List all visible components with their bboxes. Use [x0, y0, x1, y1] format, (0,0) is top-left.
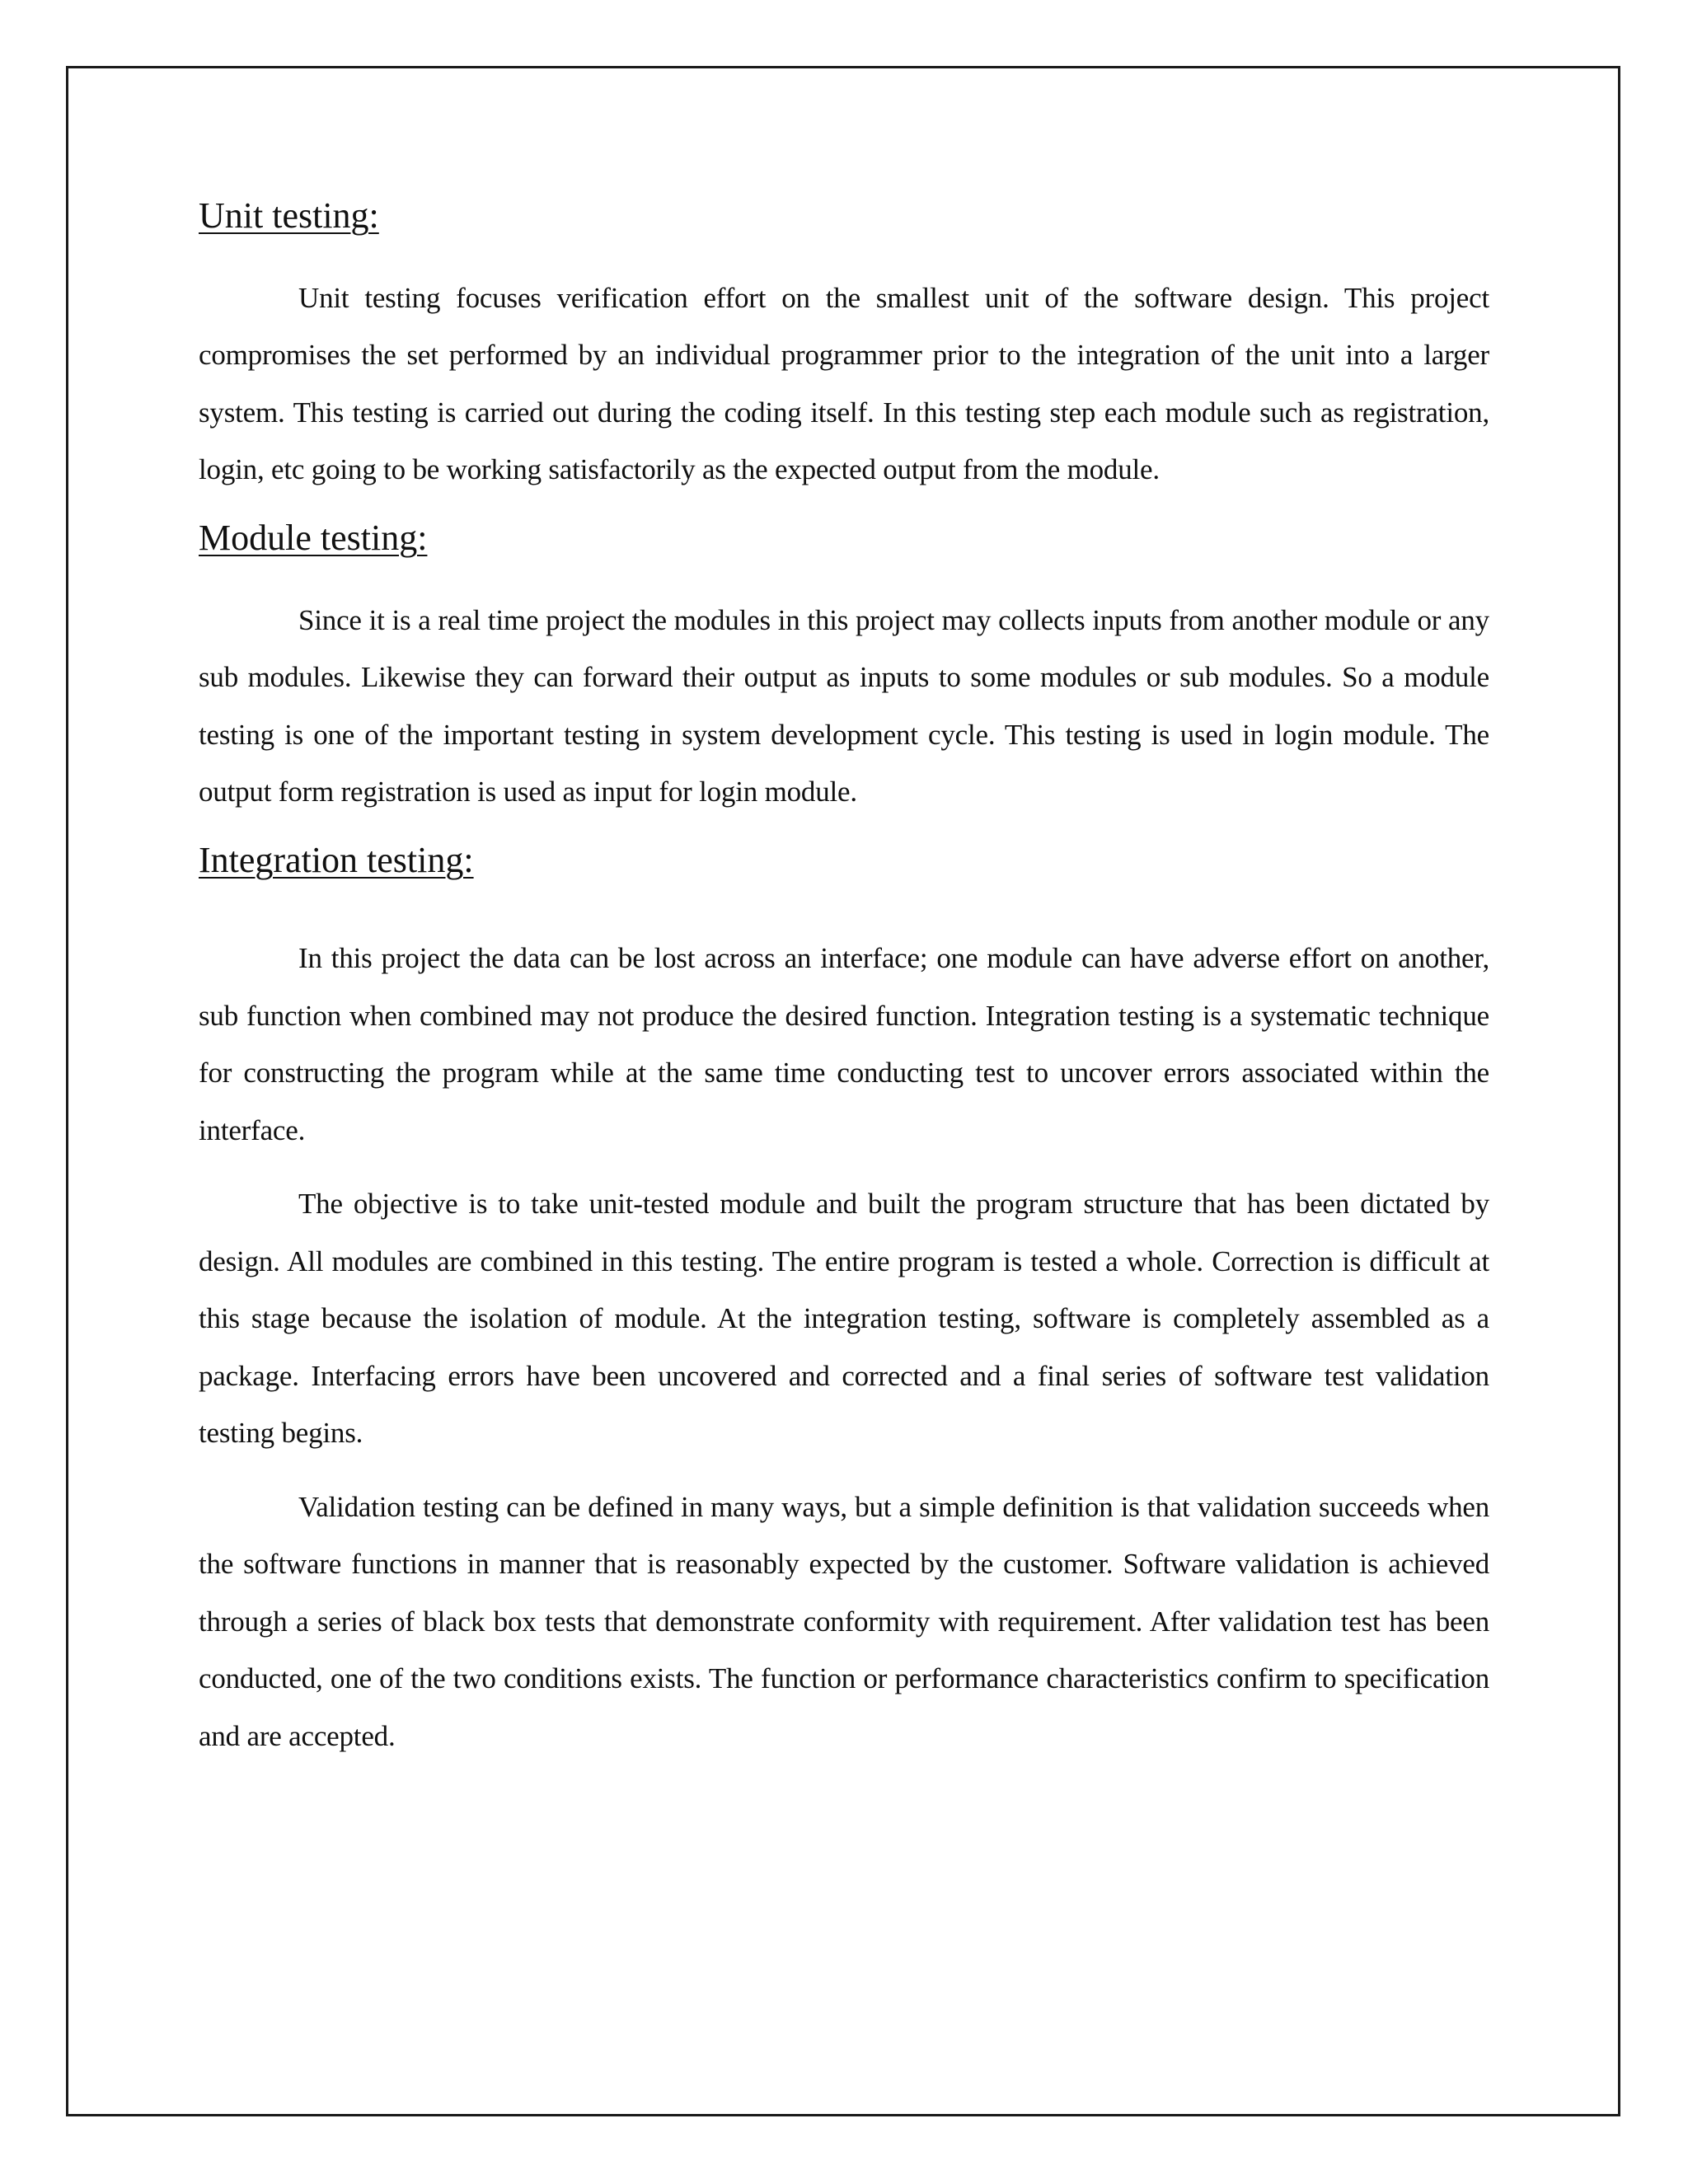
paragraph-integration-testing-1: In this project the data can be lost across an interface; one module can have adverse effort on another, sub function when combined may not produce the desired function. Integration testing is a systematic technique for constructing the program while at the same time conducting test to uncover errors associated within the interface.: [199, 942, 1489, 1146]
section-module-testing: [199, 517, 1489, 821]
paragraph-module-testing: Since it is a real time project the modules in this project may collects inputs from another module or any sub modules. Likewise they can forward their output as inputs to some modules or sub modules. So a module testing is one of the important testing in system development cycle. This testing is used in login module. The output form registration is used as input for login module.: [199, 603, 1489, 808]
paragraph-validation-testing: Validation testing can be defined in many ways, but a simple definition is that validation succeeds when the software functions in manner that is reasonably expected by the customer. Software validation is achieved through a series of black box tests that demonstrate conformity with requirement. After validation test has been conducted, one of the two conditions exists. The function or performance characteristics confirm to specification and are accepted.: [199, 1490, 1489, 1752]
section-integration-testing: [199, 839, 1489, 1765]
heading-module-testing: Module testing:: [199, 517, 428, 558]
section-unit-testing: [199, 194, 1489, 499]
paragraph-unit-testing: Unit testing focuses verification effort on the smallest unit of the software design. This project compromises the set performed by an individual programmer prior to the integration of the unit into a larger system. This testing is carried out during the coding itself. In this testing step each module such as registration, login, etc going to be working satisfactorily as the expected output from the module.: [199, 281, 1489, 486]
heading-integration-testing: Integration testing:: [199, 839, 474, 880]
heading-unit-testing: Unit testing:: [199, 195, 379, 236]
paragraph-integration-testing-2: The objective is to take unit-tested module and built the program structure that has been dictated by design. All modules are combined in this testing. The entire program is tested a whole. Correction is difficult at this stage because the isolation of module. At the integration testing, software is completely assembled as a package. Interfacing errors have been uncovered and corrected and a final series of software test validation testing begins.: [199, 1188, 1489, 1450]
document-body: [199, 188, 1489, 1765]
